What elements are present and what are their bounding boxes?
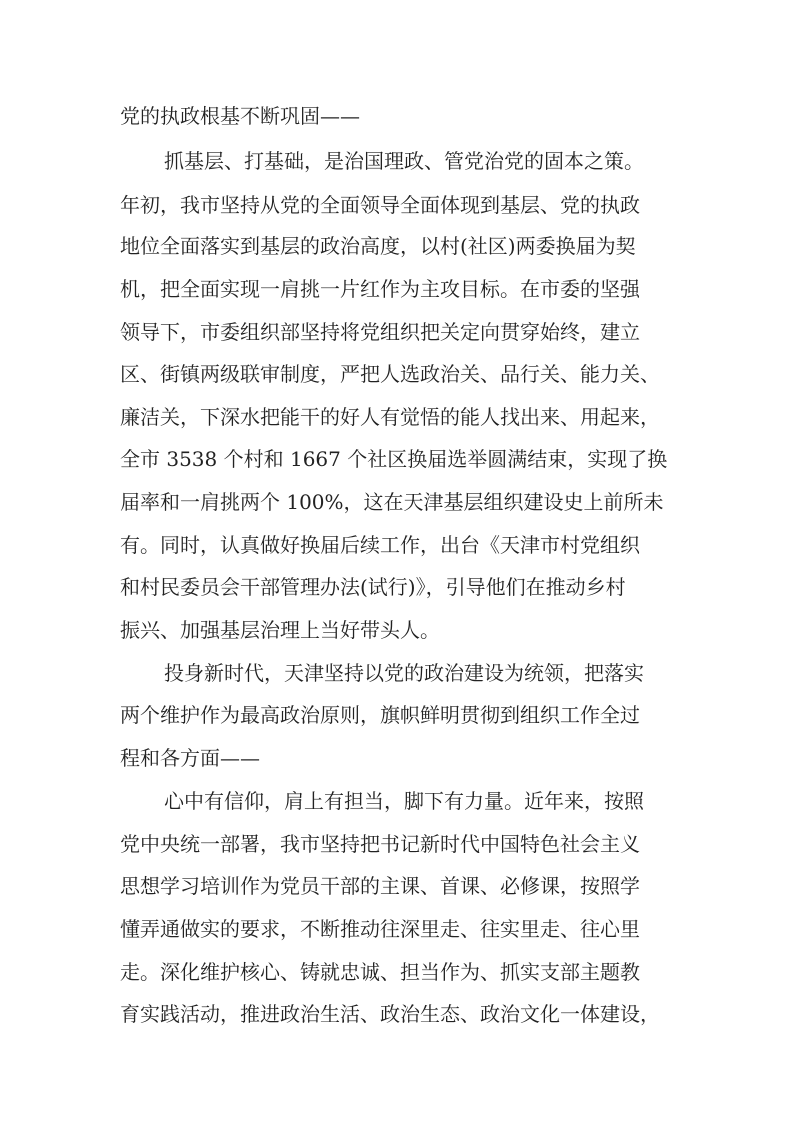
text-line: 有。同时，认真做好换届后续工作，出台《天津市村党组织 bbox=[120, 533, 640, 557]
text-line: 党的执政根基不断巩固—— bbox=[120, 104, 360, 128]
text-line: 两个维护作为最高政治原则，旗帜鲜明贯彻到组织工作全过 bbox=[120, 703, 640, 727]
text-line: 地位全面落实到基层的政治高度，以村(社区)两委换届为契 bbox=[120, 234, 636, 258]
text-line: 心中有信仰，肩上有担当，脚下有力量。近年来，按照 bbox=[164, 789, 644, 813]
text-line: 届率和一肩挑两个 100%，这在天津基层组织建设史上前所未 bbox=[120, 490, 664, 514]
text-line: 投身新时代，天津坚持以党的政治建设为统领，把落实 bbox=[164, 661, 644, 685]
text-line: 年初，我市坚持从党的全面领导全面体现到基层、党的执政 bbox=[120, 193, 640, 217]
text-line: 区、街镇两级联审制度，严把人选政治关、品行关、能力关、 bbox=[120, 362, 660, 386]
text-line: 机，把全面实现一肩挑一片红作为主攻目标。在市委的坚强 bbox=[120, 277, 640, 301]
text-line: 党中央统一部署，我市坚持把书记新时代中国特色社会主义 bbox=[120, 832, 640, 856]
text-line: 走。深化维护核心、铸就忠诚、担当作为、抓实支部主题教 bbox=[120, 960, 640, 984]
text-line: 全市 3538 个村和 1667 个社区换届选举圆满结束，实现了换 bbox=[120, 447, 668, 471]
text-line: 育实践活动，推进政治生活、政治生态、政治文化一体建设， bbox=[120, 1002, 660, 1026]
text-line: 领导下，市委组织部坚持将党组织把关定向贯穿始终，建立 bbox=[120, 320, 640, 344]
text-line: 程和各方面—— bbox=[120, 746, 260, 770]
text-line: 廉洁关，下深水把能干的好人有觉悟的能人找出来、用起来， bbox=[120, 405, 660, 429]
text-line: 思想学习培训作为党员干部的主课、首课、必修课，按照学 bbox=[120, 874, 640, 898]
text-line: 懂弄通做实的要求，不断推动往深里走、往实里走、往心里 bbox=[120, 917, 640, 941]
text-line: 抓基层、打基础，是治国理政、管党治党的固本之策。 bbox=[164, 149, 644, 173]
text-line: 振兴、加强基层治理上当好带头人。 bbox=[120, 618, 440, 642]
text-line: 和村民委员会干部管理办法(试行)》，引导他们在推动乡村 bbox=[120, 575, 626, 599]
